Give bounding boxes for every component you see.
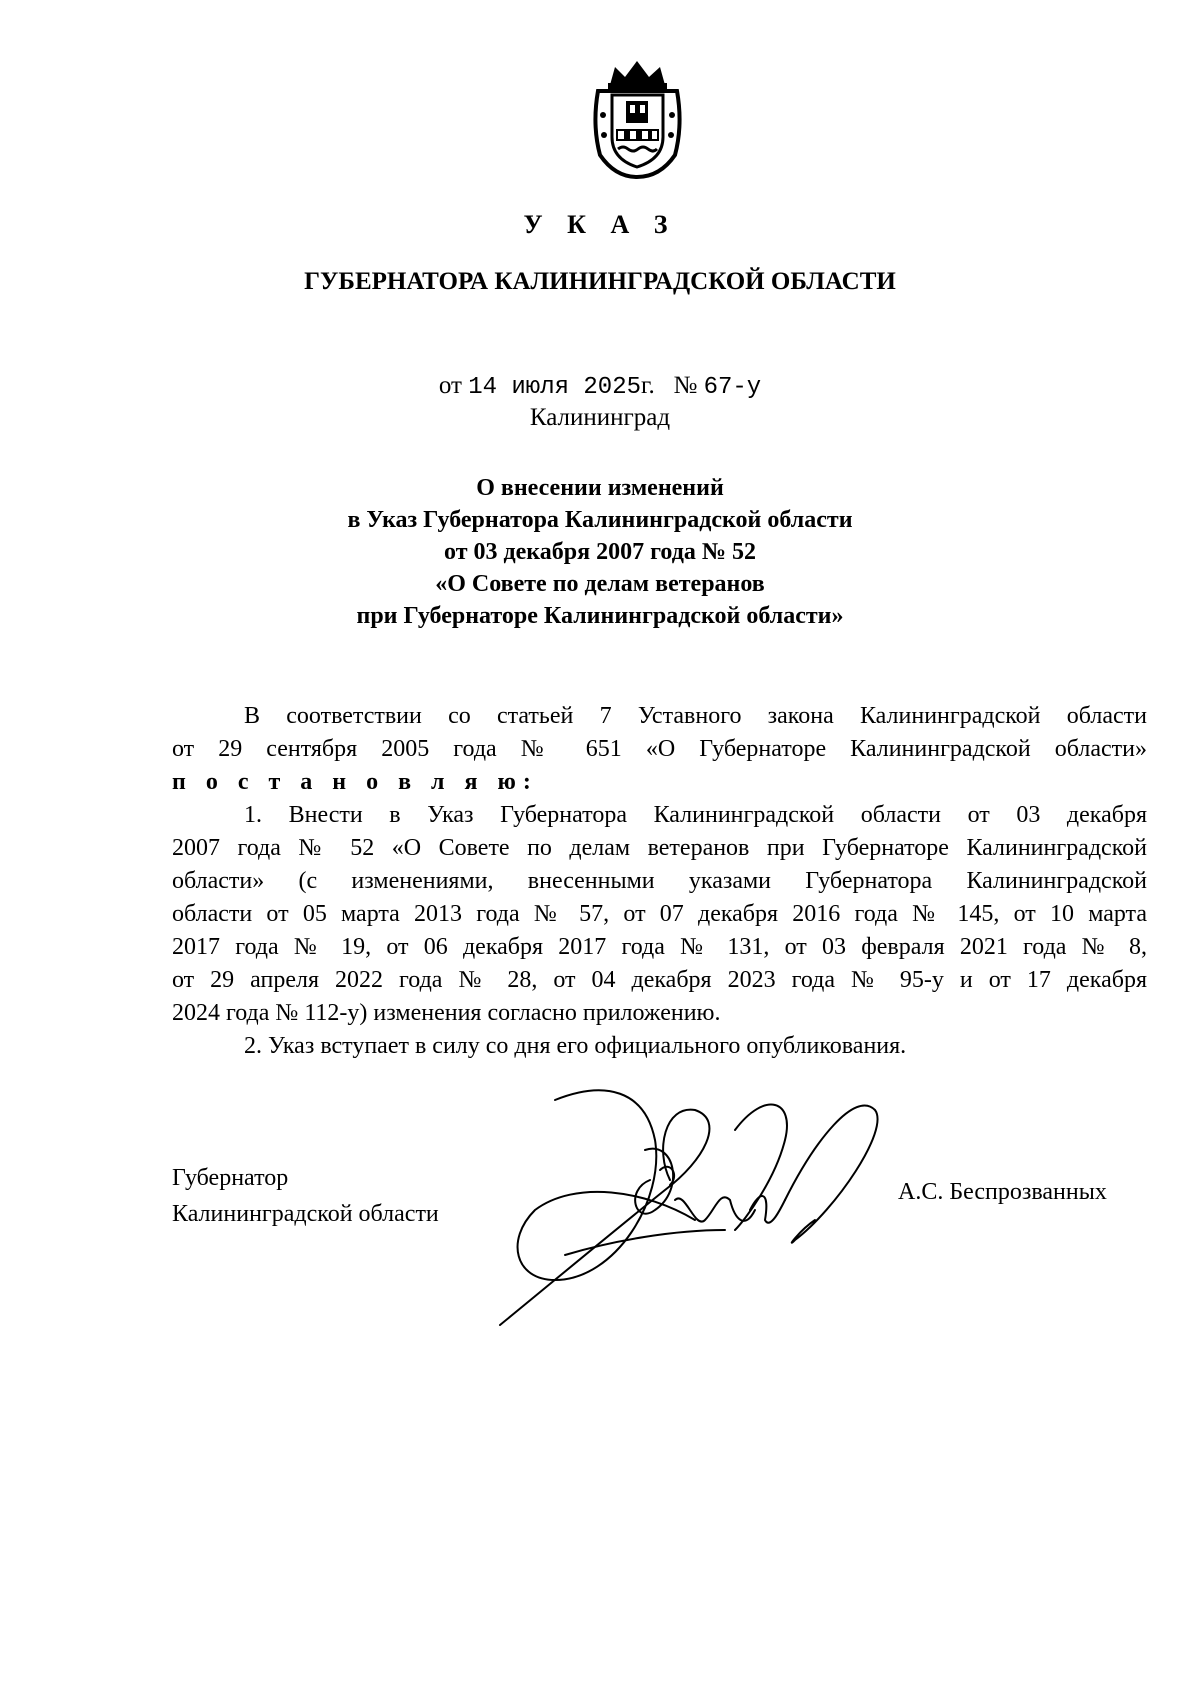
subject-line: в Указ Губернатора Калининградской области — [347, 507, 853, 533]
signatory-position — [172, 1160, 439, 1232]
item1-line: 2024 года № 112-у) изменения согласно приложению. — [172, 1000, 721, 1026]
date-suffix: г. — [641, 372, 655, 399]
date-prefix: от — [438, 372, 462, 399]
subject-line: от 03 декабря 2007 года № 52 — [444, 539, 756, 565]
subject-line: О внесении изменений — [476, 475, 724, 501]
item1-line: 1. Внести в Указ Губернатора Калининградской области от 03 декабря — [244, 802, 1147, 828]
document-number: 67-у — [703, 374, 762, 401]
item2-line: 2. Указ вступает в силу со дня его официального опубликования. — [244, 1033, 907, 1059]
document-body — [172, 700, 1147, 1063]
item1-line: 2017 года № 19, от 06 декабря 2017 года № 131, от 03 февраля 2021 года № 8, — [172, 934, 1147, 960]
document-subject — [0, 472, 1200, 632]
handwritten-signature — [495, 1080, 925, 1330]
document-date: 14 июля 2025 — [468, 374, 642, 401]
signatory-name: А.С. Беспрозванных — [898, 1179, 1107, 1205]
position-line: Калининградской области — [172, 1201, 439, 1227]
document-type-title: У К А З — [523, 210, 677, 239]
issuing-authority: ГУБЕРНАТОРА КАЛИНИНГРАДСКОЙ ОБЛАСТИ — [304, 268, 896, 295]
coat-of-arms-emblem — [590, 55, 685, 180]
document-city: Калининград — [529, 404, 671, 431]
subject-line: при Губернаторе Калининградской области» — [356, 603, 844, 629]
position-line: Губернатор — [172, 1165, 289, 1191]
item1-line: области от 05 марта 2013 года № 57, от 07 декабря 2016 года № 145, от 10 марта — [172, 901, 1147, 927]
preamble-line: В соответствии со статьей 7 Уставного закона Калининградской области — [244, 703, 1147, 729]
number-prefix: № — [673, 372, 698, 399]
preamble-line: от 29 сентября 2005 года № 651 «О Губернаторе Калининградской области» — [172, 736, 1147, 762]
subject-line: «О Совете по делам ветеранов — [435, 571, 765, 597]
item1-line: от 29 апреля 2022 года № 28, от 04 декабря 2023 года № 95-у и от 17 декабря — [172, 967, 1147, 993]
date-number-line — [0, 372, 1200, 401]
item1-line: 2007 года № 52 «О Совете по делам ветеранов при Губернаторе Калининградской — [172, 835, 1147, 861]
resolve-word: п о с т а н о в л я ю: — [172, 769, 538, 795]
item1-line: области» (с изменениями, внесенными указами Губернатора Калининградской — [172, 868, 1147, 894]
